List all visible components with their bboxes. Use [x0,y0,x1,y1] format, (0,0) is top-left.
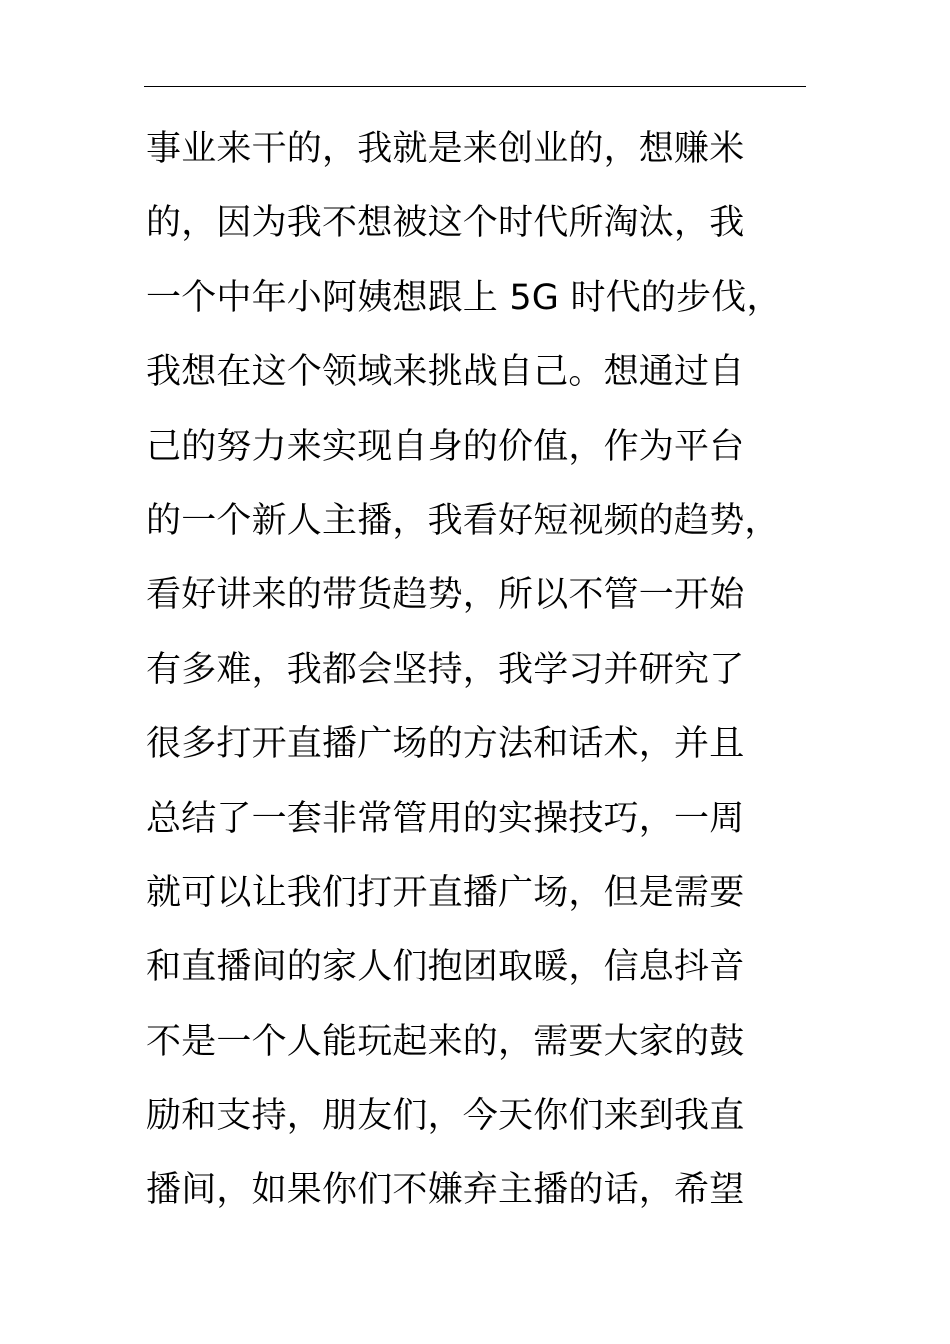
text-line: 的，因为我不想被这个时代所淘汰，我 [146,203,745,244]
text-line: 和直播间的家人们抱团取暖，信息抖音 [146,947,745,988]
text-line: 有多难，我都会坚持，我学习并研究了 [146,649,745,690]
text-line: 就可以让我们打开直播广场，但是需要 [146,872,745,913]
text-line: 不是一个人能玩起来的，需要大家的鼓 [146,1021,745,1062]
header-rule [144,86,806,87]
text-line: 事业来干的，我就是来创业的，想赚米 [146,129,745,169]
text-line: 一个中年小阿姨想跟上 5G 时代的步伐， [146,277,782,318]
text-line: 的一个新人主播，我看好短视频的趋势， [146,500,780,541]
text-line: 己的努力来实现自身的价值，作为平台 [146,426,745,467]
body-text [146,112,846,1228]
text-line: 看好讲来的带货趋势，所以不管一开始 [146,575,745,616]
text-line: 播间，如果你们不嫌弃主播的话，希望 [146,1170,745,1211]
text-line: 很多打开直播广场的方法和话术，并且 [146,724,745,765]
text-line: 励和支持，朋友们，今天你们来到我直 [146,1096,745,1137]
text-line: 我想在这个领域来挑战自己。想通过自 [146,352,745,393]
text-line: 总结了一套非常管用的实操技巧，一周 [146,798,745,839]
